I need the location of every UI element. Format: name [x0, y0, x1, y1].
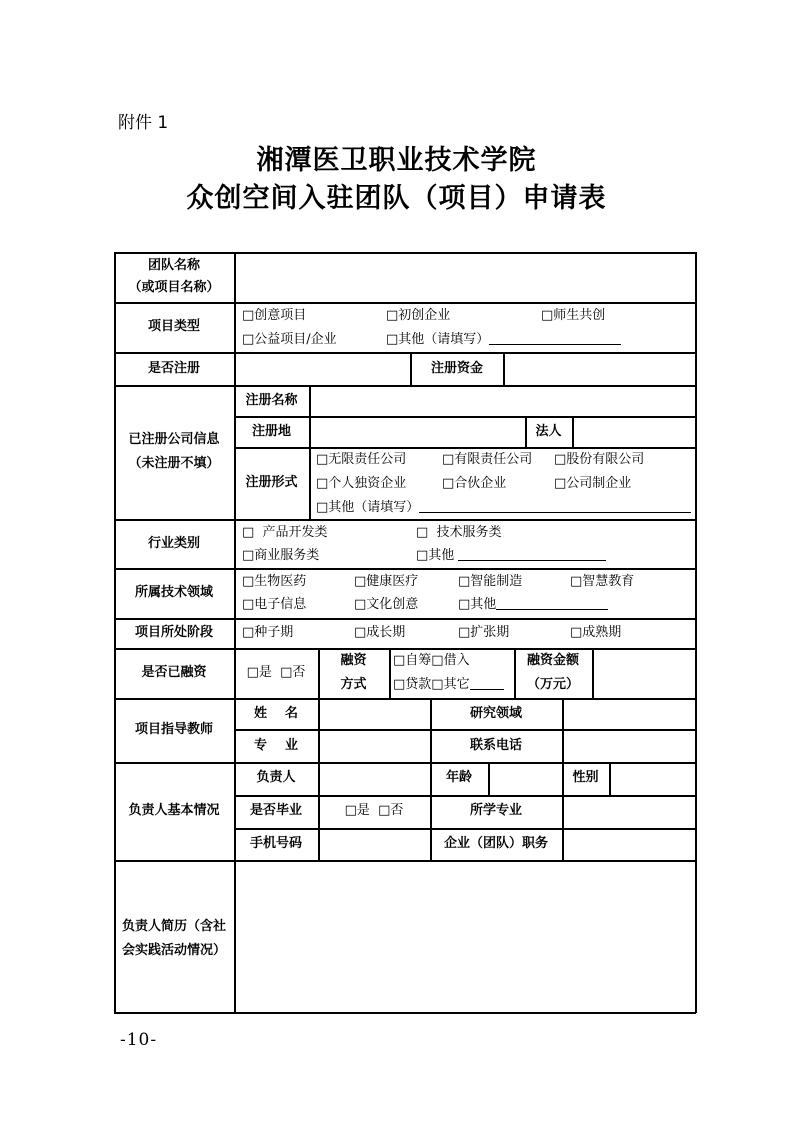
checkbox-joint-stock-company[interactable]: □股份有限公司 — [554, 452, 645, 467]
checkbox-sole-proprietorship[interactable]: □个人独资企业 — [316, 476, 407, 491]
financing-amount-field[interactable] — [594, 650, 694, 696]
attachment-label: 附件 1 — [118, 113, 169, 133]
checkbox-mature-stage[interactable]: □成熟期 — [570, 625, 622, 640]
checkbox-unlimited-company[interactable]: □无限责任公司 — [316, 452, 407, 467]
financing-method-label-sub: 方式 — [340, 677, 367, 692]
advisor-major-label: 专 业 — [253, 738, 299, 753]
page-title-line1: 湘潭医卫职业技术学院 — [256, 145, 537, 176]
resume-field[interactable] — [236, 862, 694, 1010]
project-type-label: 项目类型 — [147, 319, 200, 334]
graduated-options[interactable]: □是 □否 — [344, 803, 404, 818]
checkbox-electronic-info[interactable]: □电子信息 — [242, 597, 307, 612]
company-info-label-sub: （未注册不填） — [128, 456, 220, 471]
registered-label: 是否注册 — [147, 361, 200, 376]
checkbox-biomedicine[interactable]: □生物医药 — [242, 574, 307, 589]
financing-methods-row1[interactable]: □自筹□借入 — [393, 653, 470, 668]
checkbox-other-type-label: □其他（请填写） — [386, 332, 490, 347]
row-divider — [114, 568, 696, 570]
position-field[interactable] — [564, 830, 694, 859]
mobile-label: 手机号码 — [249, 836, 302, 851]
other-form-fill-line[interactable] — [419, 498, 691, 513]
team-name-field[interactable] — [236, 254, 694, 300]
financing-methods-row2[interactable] — [393, 674, 504, 696]
leader-name-label: 负责人 — [256, 770, 296, 785]
table-border-right — [695, 252, 697, 1013]
reg-name-label: 注册名称 — [245, 393, 298, 408]
registered-field[interactable] — [236, 354, 408, 383]
reg-name-field[interactable] — [311, 387, 694, 415]
checkbox-other-field[interactable] — [458, 594, 608, 616]
gender-label: 性别 — [572, 770, 599, 785]
checkbox-partnership[interactable]: □合伙企业 — [442, 476, 507, 491]
checkbox-business-service[interactable]: □商业服务类 — [242, 548, 320, 563]
page-title-line2: 众创空间入驻团队（项目）申请表 — [186, 183, 607, 214]
registered-capital-field[interactable] — [505, 354, 694, 383]
gender-field[interactable] — [611, 764, 694, 793]
team-name-label-sub: （或项目名称） — [128, 280, 220, 295]
financing-other-fill-line[interactable] — [470, 675, 504, 690]
leader-name-field[interactable] — [320, 764, 428, 793]
checkbox-other-field-label: □其他 — [458, 597, 497, 612]
legal-person-field[interactable] — [574, 418, 694, 446]
checkbox-startup[interactable]: □初创企业 — [386, 308, 451, 323]
checkbox-public-welfare[interactable]: □公益项目/企业 — [242, 332, 337, 347]
financing-amount-unit: （万元） — [526, 677, 579, 692]
advisor-major-field[interactable] — [320, 731, 428, 760]
application-form-table — [114, 252, 696, 1012]
advisor-phone-label: 联系电话 — [469, 738, 522, 753]
row-divider — [114, 302, 696, 304]
checkbox-other-industry-label: □其他 — [416, 548, 455, 563]
checkbox-cultural-creative[interactable]: □文化创意 — [354, 597, 419, 612]
advisor-label: 项目指导教师 — [134, 722, 213, 737]
reg-address-field[interactable] — [311, 418, 523, 446]
resume-label: 负责人简历（含社 — [121, 919, 226, 934]
leader-info-label: 负责人基本情况 — [128, 803, 220, 818]
checkbox-teacher-student[interactable]: □师生共创 — [541, 308, 606, 323]
other-field-fill-line[interactable] — [496, 595, 608, 610]
table-border-bottom — [114, 1012, 696, 1014]
tech-field-label: 所属技术领域 — [134, 585, 213, 600]
checkbox-corporate[interactable]: □公司制企业 — [554, 476, 632, 491]
graduated-label: 是否毕业 — [249, 803, 302, 818]
other-type-fill-line[interactable] — [489, 330, 621, 345]
checkbox-other-form-label: □其他（请填写） — [316, 500, 420, 515]
research-field-input[interactable] — [564, 700, 694, 728]
study-major-field[interactable] — [564, 797, 694, 826]
checkbox-limited-company[interactable]: □有限责任公司 — [442, 452, 533, 467]
checkbox-smart-education[interactable]: □智慧教育 — [570, 574, 635, 589]
company-info-label: 已注册公司信息 — [128, 432, 220, 447]
position-label: 企业（团队）职务 — [443, 836, 548, 851]
research-field-label: 研究领域 — [469, 706, 522, 721]
study-major-label: 所学专业 — [469, 803, 522, 818]
checkbox-tech-service[interactable]: □ 技术服务类 — [416, 525, 502, 540]
checkbox-growth-stage[interactable]: □成长期 — [354, 625, 406, 640]
mobile-field[interactable] — [320, 830, 428, 859]
row-divider — [114, 618, 696, 620]
advisor-name-field[interactable] — [320, 700, 428, 728]
checkbox-seed-stage[interactable]: □种子期 — [242, 625, 294, 640]
stage-label: 项目所处阶段 — [134, 625, 213, 640]
reg-address-label: 注册地 — [251, 424, 291, 439]
age-field[interactable] — [490, 764, 560, 793]
registered-capital-label: 注册资金 — [430, 361, 483, 376]
financing-method-label: 融资 — [340, 653, 367, 668]
advisor-name-label: 姓 名 — [253, 706, 299, 721]
checkbox-other-form[interactable] — [316, 497, 691, 519]
industry-label: 行业类别 — [147, 536, 200, 551]
financing-yes-no[interactable]: □是 □否 — [246, 665, 306, 680]
checkbox-creative-project[interactable]: □创意项目 — [242, 308, 307, 323]
financing-label: 是否已融资 — [141, 665, 207, 680]
age-label: 年龄 — [445, 770, 472, 785]
checkbox-product-dev[interactable]: □ 产品开发类 — [242, 525, 328, 540]
checkbox-other-industry[interactable] — [416, 545, 606, 567]
row-divider — [114, 519, 696, 521]
legal-person-label: 法人 — [535, 424, 562, 439]
checkbox-other-type[interactable] — [386, 329, 621, 351]
financing-methods-row2-label: □贷款□其它 — [393, 677, 470, 692]
advisor-phone-field[interactable] — [564, 731, 694, 760]
reg-form-label: 注册形式 — [245, 475, 298, 490]
page-number: -10- — [120, 1030, 158, 1050]
resume-label-sub: 会实践活动情况） — [121, 943, 226, 958]
checkbox-smart-manufacturing[interactable]: □智能制造 — [458, 574, 523, 589]
checkbox-health-care[interactable]: □健康医疗 — [354, 574, 419, 589]
other-industry-fill-line[interactable] — [458, 546, 606, 561]
financing-amount-label: 融资金额 — [526, 653, 579, 668]
team-name-label: 团队名称 — [147, 258, 200, 273]
column-divider — [389, 648, 391, 698]
checkbox-expansion-stage[interactable]: □扩张期 — [458, 625, 510, 640]
